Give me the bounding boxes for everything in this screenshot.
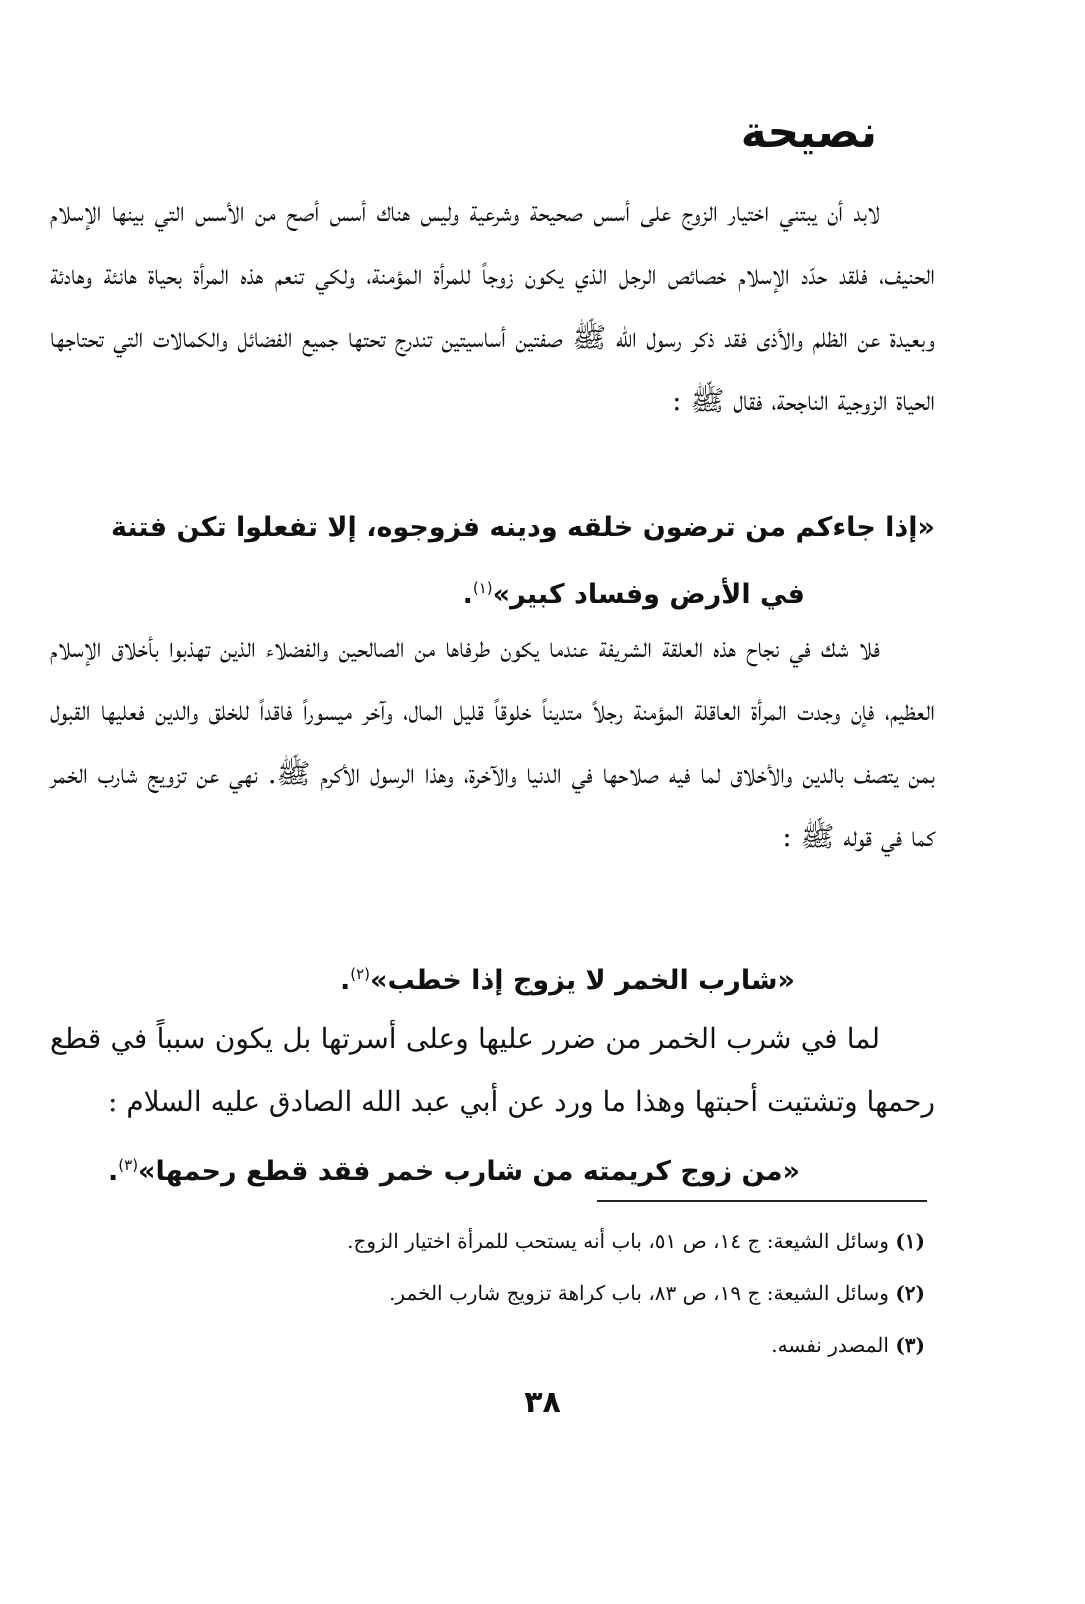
paragraph-righteous (50, 616, 935, 868)
footnote-text: المصدر نفسه. (771, 1333, 889, 1357)
footnote-text: وسائل الشيعة: ج ١٩، ص ٨٣، باب كراهة تزويج شارب الخمر. (389, 1281, 889, 1305)
hadith-quote-kinship-text: «من زوج كريمته من شارب خمر فقد قطع رحمها» (138, 1156, 800, 1187)
footnotes-list (125, 1215, 925, 1371)
hadith-quote-marriage-line2: في الأرض وفساد كبير» (492, 579, 805, 610)
hadith-quote-drinker (50, 944, 935, 1011)
footnote-ref-2[interactable]: (٢) (350, 965, 370, 983)
footnote-text: وسائل الشيعة: ج ١٤، ص ٥١، باب أنه يستحب للمرأة اختيار الزوج. (347, 1229, 889, 1253)
footnote-item (125, 1267, 925, 1319)
paragraph-harm (50, 1007, 935, 1133)
hadith-quote-drinker-text: «شارب الخمر لا يزوج إذا خطب» (370, 965, 795, 996)
hadith-quote-marriage-line1: «إذا جاءكم من ترضون خلقه ودينه فزوجوه، إلا تفعلوا تكن فتنة (110, 512, 935, 543)
footnote-item (125, 1215, 925, 1267)
footnote-number: (٣) (895, 1333, 925, 1357)
footnote-ref-1[interactable]: (١) (472, 579, 493, 597)
page-title: نصيحة (740, 107, 877, 158)
quote-end-mark: . (108, 1156, 119, 1187)
hadith-quote-marriage (50, 498, 935, 625)
paragraph-righteous-text: فلا شك في نجاح هذه العلقة الشريفة عندما يكون طرفاها من الصالحين والفضلاء الذين تهذبوا بأخلاق الإسلام العظيم، فإن وجدت المرأة العاقلة المؤمنة رجلاً متديناً خلوقاً قليل المال، وآخر ميسوراً فاقداً للخلق والدين فعليها القبول بمن يتصف بالدين والأخلاق لما فيه صلاحها في الدنيا والآخرة، وهذا الرسول الأكرم ﷺ. نهي عن تزويج شارب الخمر كما في قوله ﷺ : (50, 631, 935, 853)
paragraph-intro (50, 180, 935, 432)
hadith-quote-marriage-line2-wrap (50, 558, 935, 625)
paragraph-harm-text: لما في شرب الخمر من ضرر عليها وعلى أسرتها بل يكون سبباً في قطع رحمها وتشتيت أحبتها وهذا ما ورد عن أبي عبد الله الصادق عليه السلام : (50, 1022, 935, 1118)
footnote-item (125, 1319, 925, 1371)
footnote-ref-3[interactable]: (٣) (118, 1156, 139, 1174)
quote-end-mark: . (462, 579, 473, 610)
hadith-quote-kinship (50, 1135, 935, 1202)
quote-end-mark: . (339, 965, 351, 996)
paragraph-intro-text: لابد أن يبتني اختيار الزوج على أسس صحيحة وشرعية وليس هناك أسس أصح من الأسس التي بينها الإسلام الحنيف، فلقد حدّد الإسلام خصائص الرجل الذي يكون زوجاً للمرأة المؤمنة، ولكي تنعم هذه المرأة بحياة هانئة وهادئة وبعيدة عن الظلم والأذى فقد ذكر رسول الله ﷺ صفتين أساسيتين تندرج تحتها جميع الفضائل والكمالات التي تحتاجها الحياة الزوجية الناجحة، فقال ﷺ : (50, 195, 935, 417)
page-number: ٣٨ (524, 1385, 561, 1420)
footnote-number: (٢) (895, 1281, 925, 1305)
footnote-divider (597, 1200, 927, 1202)
footnote-number: (١) (895, 1229, 925, 1253)
